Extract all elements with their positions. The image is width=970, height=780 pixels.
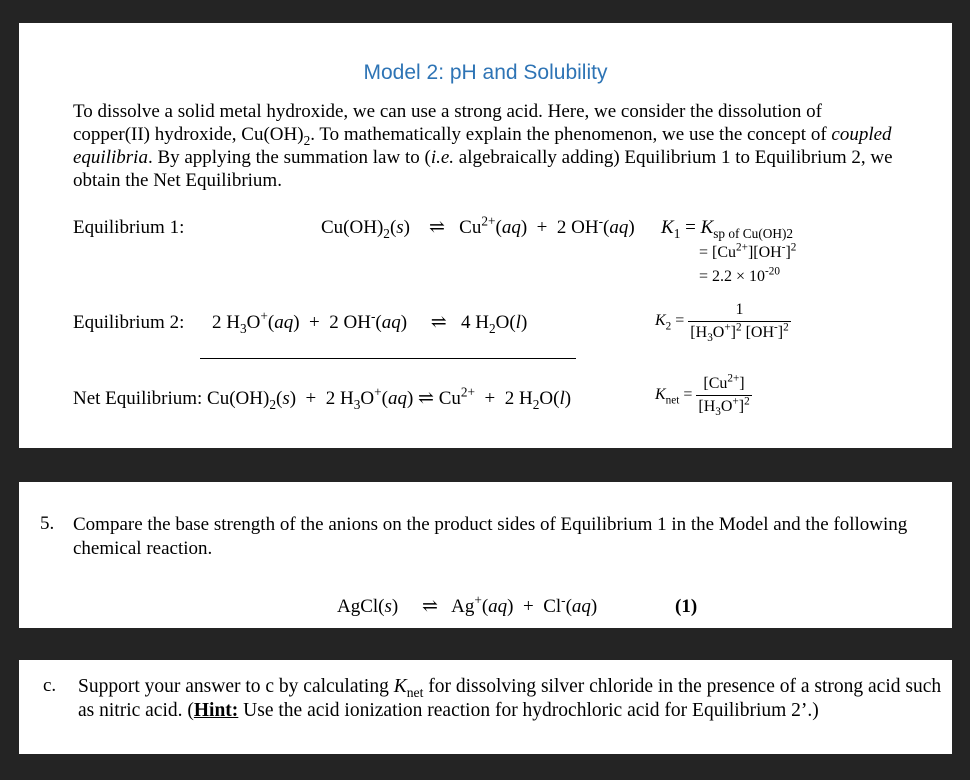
net-k-fraction: $\frac{[Cu^{2+}]}{[H_3O^+]^2}$ [698, 372, 750, 419]
intro-text-3: . By applying the summation law to ( [147, 147, 431, 168]
eq2-k2-fraction: $\frac{1}{[H_3O^+]^2 [OH^-]^2}$ [690, 301, 789, 345]
intro-emphasis-coupled: coupled equilibria [73, 124, 892, 168]
intro-text-1: To dissolve a solid metal hydroxide, we can use a strong acid. Here, we consider the dissolution of copper(II) hydroxide, Cu(OH) [73, 101, 822, 145]
cropped-text-fragment [19, 660, 952, 665]
intro-text-2: . To mathematically explain the phenomenon, we use the concept of [310, 124, 832, 145]
eq2-k2-expression: $K_2$ = $\frac{1}{[H_3O^+]^2 [OH^-]^2}$ [655, 301, 789, 345]
eq2-label: Equilibrium 2: [73, 312, 185, 333]
eq1-label: Equilibrium 1: [73, 217, 185, 238]
eq2-reaction: 2 $H_3O^+(aq) + 2$ OH-(aq) ⇌ 4 $H_2O(l)$ [212, 308, 528, 336]
eq1-k1-value: = $2.2 \times 10^{-20}$ [699, 265, 780, 285]
question-c-panel [19, 660, 952, 754]
question-5-panel [19, 482, 952, 628]
model-panel [19, 23, 952, 448]
question-5-reaction: AgCl(s) ⇌ Ag+(aq) + Cl-(aq) [337, 592, 598, 617]
question-5-number: 5. [40, 513, 55, 534]
intro-text-4: algebraically adding) Equilibrium 1 to Equilibrium 2, we obtain the Net Equilibrium. [73, 147, 893, 191]
question-5-equation-label: (1) [675, 596, 698, 617]
model-title: Model 2: pH and Solubility [363, 61, 608, 84]
net-k-expression: $K_{net}$ = $\frac{[Cu^{2+}]}{[H_3O^+]^2}$ [655, 372, 750, 419]
question-c-text: Support your answer to c by calculating $K_{net}$ for dissolving silver chloride in the presence of a strong acid such as nitric acid. (Hint: Use the acid ionization reaction for hydrochloric acid for Equilibrium 2’.) [78, 676, 942, 721]
eq1-reaction: $Cu(OH)_2(s)$ ⇌ $Cu^{2+}(aq) + 2$ OH-(aq) [321, 213, 635, 241]
question-5-text: Compare the base strength of the anions on the product sides of Equilibrium 1 in the Model and the following chemical reaction. [73, 514, 908, 559]
eq1-k1-expression: $K_1 = K_{sp of Cu(OH)2}$ [661, 217, 794, 241]
model-intro-paragraph [73, 100, 903, 192]
hint-label: Hint: [193, 700, 239, 721]
net-reaction: Net Equilibrium: $Cu(OH)_2(s) + 2$ $H_3O^+(aq)$ ⇌ $Cu^{2+} + 2$ $H_2O(l)$ [73, 384, 572, 412]
intro-emphasis-ie: i.e. [430, 147, 455, 168]
question-c-letter: c. [43, 675, 57, 696]
intro-subscript: 2 [303, 132, 311, 148]
summation-line [200, 358, 576, 359]
eq1-k1-concentration-product: = $[Cu^{2+}][OH^-]^2$ [699, 241, 797, 261]
